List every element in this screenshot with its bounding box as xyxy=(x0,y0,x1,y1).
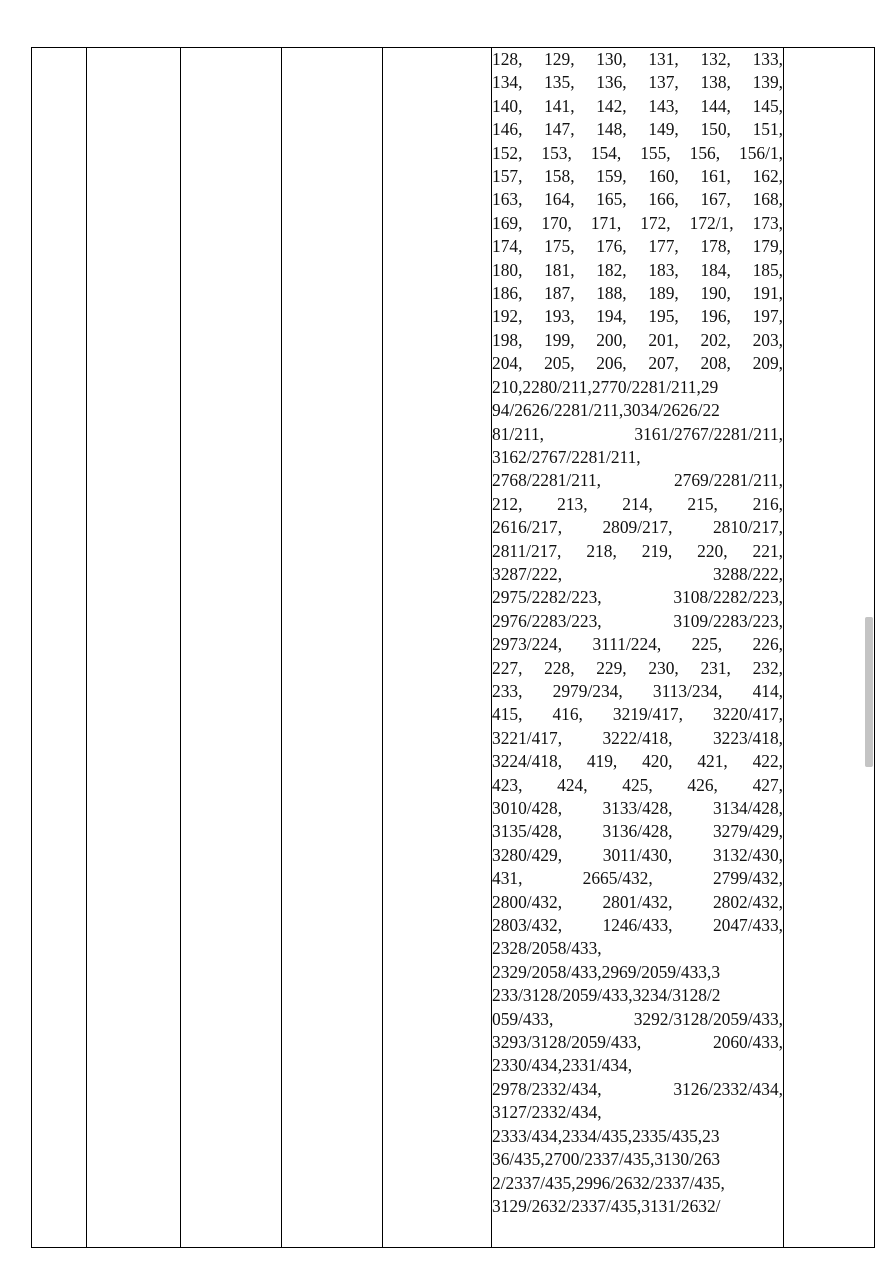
parcel-line: 3135/428, 3136/428, 3279/429, xyxy=(492,821,783,842)
parcel-line: 431, 2665/432, 2799/432, xyxy=(492,868,783,889)
parcel-line: 152, 153, 154, 155, 156, 156/1, xyxy=(492,142,783,163)
parcel-line: 212, 213, 214, 215, 216, xyxy=(492,493,783,514)
table-cell-col-7 xyxy=(784,48,875,1248)
table-cell-col-4 xyxy=(282,48,383,1248)
parcel-line: 2333/434,2334/435,2335/435,23 xyxy=(492,1125,720,1146)
parcel-line: 128, 129, 130, 131, 132, 133, xyxy=(492,49,783,69)
parcel-line: 3129/2632/2337/435,3131/2632/ xyxy=(492,1195,721,1216)
parcel-line: 2329/2058/433,2969/2059/433,3 xyxy=(492,961,721,982)
parcel-line: 3221/417, 3222/418, 3223/418, xyxy=(492,727,783,748)
parcel-line: 2811/217, 218, 219, 220, 221, xyxy=(492,540,783,561)
parcel-line: 186, 187, 188, 189, 190, 191, xyxy=(492,283,783,304)
parcel-line: 2616/217, 2809/217, 2810/217, xyxy=(492,517,783,538)
parcel-numbers-cell xyxy=(492,48,784,1248)
parcel-line: 2978/2332/434, 3126/2332/434, xyxy=(492,1078,783,1099)
parcel-line: 3287/222, 3288/222, xyxy=(492,563,783,584)
parcel-line: 204, 205, 206, 207, 208, 209, xyxy=(492,353,783,374)
parcel-line: 192, 193, 194, 195, 196, 197, xyxy=(492,306,783,327)
parcel-line: 2330/434,2331/434, xyxy=(492,1055,633,1076)
parcel-line: 140, 141, 142, 143, 144, 145, xyxy=(492,95,783,116)
table-cell-col-5 xyxy=(383,48,492,1248)
parcel-line: 198, 199, 200, 201, 202, 203, xyxy=(492,329,783,350)
parcel-line: 180, 181, 182, 183, 184, 185, xyxy=(492,259,783,280)
parcel-line: 423, 424, 425, 426, 427, xyxy=(492,774,783,795)
parcel-line: 2800/432, 2801/432, 2802/432, xyxy=(492,891,783,912)
parcel-table xyxy=(31,47,875,1248)
table-cell-col-1 xyxy=(32,48,87,1248)
table-cell-col-2 xyxy=(87,48,181,1248)
parcel-line: 3162/2767/2281/211, xyxy=(492,446,641,467)
parcel-line: 233/3128/2059/433,3234/3128/2 xyxy=(492,985,721,1006)
parcel-line: 2328/2058/433, xyxy=(492,938,602,959)
parcel-line: 157, 158, 159, 160, 161, 162, xyxy=(492,166,783,187)
parcel-line: 94/2626/2281/211,3034/2626/22 xyxy=(492,400,720,421)
parcel-line: 3224/418, 419, 420, 421, 422, xyxy=(492,751,783,772)
parcel-line: 134, 135, 136, 137, 138, 139, xyxy=(492,72,783,93)
parcel-numbers-text xyxy=(492,48,783,1218)
table-row xyxy=(32,48,875,1248)
parcel-line: 163, 164, 165, 166, 167, 168, xyxy=(492,189,783,210)
parcel-line: 2976/2283/223, 3109/2283/223, xyxy=(492,610,783,631)
parcel-line: 146, 147, 148, 149, 150, 151, xyxy=(492,119,783,140)
parcel-line: 2975/2282/223, 3108/2282/223, xyxy=(492,587,783,608)
parcel-line: 169, 170, 171, 172, 172/1, 173, xyxy=(492,212,783,233)
scrollbar-thumb[interactable] xyxy=(865,617,873,767)
parcel-line: 210,2280/211,2770/2281/211,29 xyxy=(492,376,719,397)
parcel-line: 3127/2332/434, xyxy=(492,1102,602,1123)
parcel-line: 227, 228, 229, 230, 231, 232, xyxy=(492,657,783,678)
parcel-line: 2973/224, 3111/224, 225, 226, xyxy=(492,634,783,655)
parcel-line: 3010/428, 3133/428, 3134/428, xyxy=(492,798,783,818)
parcel-line: 174, 175, 176, 177, 178, 179, xyxy=(492,236,783,257)
parcel-line: 81/211, 3161/2767/2281/211, xyxy=(492,423,783,444)
parcel-line: 3280/429, 3011/430, 3132/430, xyxy=(492,844,783,865)
parcel-line: 233, 2979/234, 3113/234, 414, xyxy=(492,680,783,701)
table-cell-col-3 xyxy=(181,48,282,1248)
parcel-line: 415, 416, 3219/417, 3220/417, xyxy=(492,704,783,725)
parcel-line: 3293/3128/2059/433, 2060/433, xyxy=(492,1032,783,1053)
parcel-line: 2768/2281/211, 2769/2281/211, xyxy=(492,470,783,491)
parcel-line: 2803/432, 1246/433, 2047/433, xyxy=(492,915,783,936)
parcel-line: 2/2337/435,2996/2632/2337/435, xyxy=(492,1172,725,1193)
parcel-line: 059/433, 3292/3128/2059/433, xyxy=(492,1008,783,1029)
parcel-line: 36/435,2700/2337/435,3130/263 xyxy=(492,1149,721,1170)
